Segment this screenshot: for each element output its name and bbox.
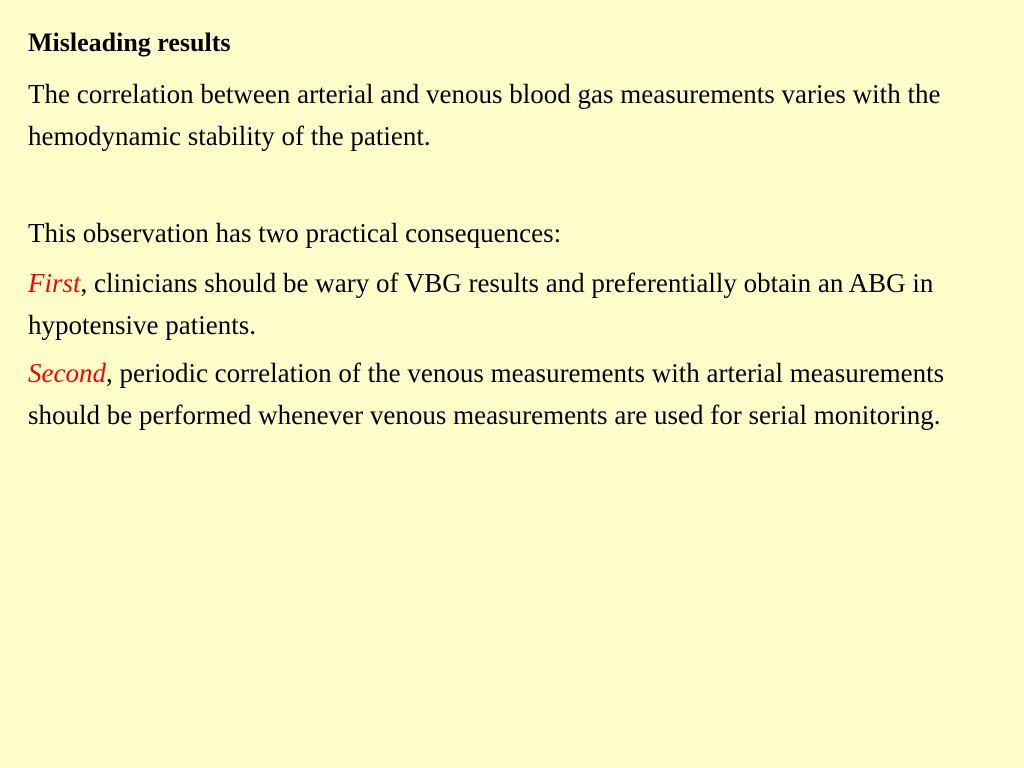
correlation-paragraph: The correlation between arterial and venous blood gas measurements varies with the hemodynamic stability of the patient. (28, 79, 941, 151)
second-consequence (28, 352, 1000, 436)
second-text: , periodic correlation of the venous measurements with arterial measurements should be performed whenever venous measurements are used for serial monitoring. (28, 358, 945, 430)
first-text: , clinicians should be wary of VBG results and preferentially obtain an ABG in hypotensive patients. (28, 268, 934, 340)
slide-title: Misleading results (28, 28, 231, 57)
second-lead: Second (28, 358, 106, 388)
consequences-intro: This observation has two practical consequences: (28, 218, 562, 248)
first-lead: First (28, 268, 81, 298)
first-consequence (28, 262, 1000, 346)
